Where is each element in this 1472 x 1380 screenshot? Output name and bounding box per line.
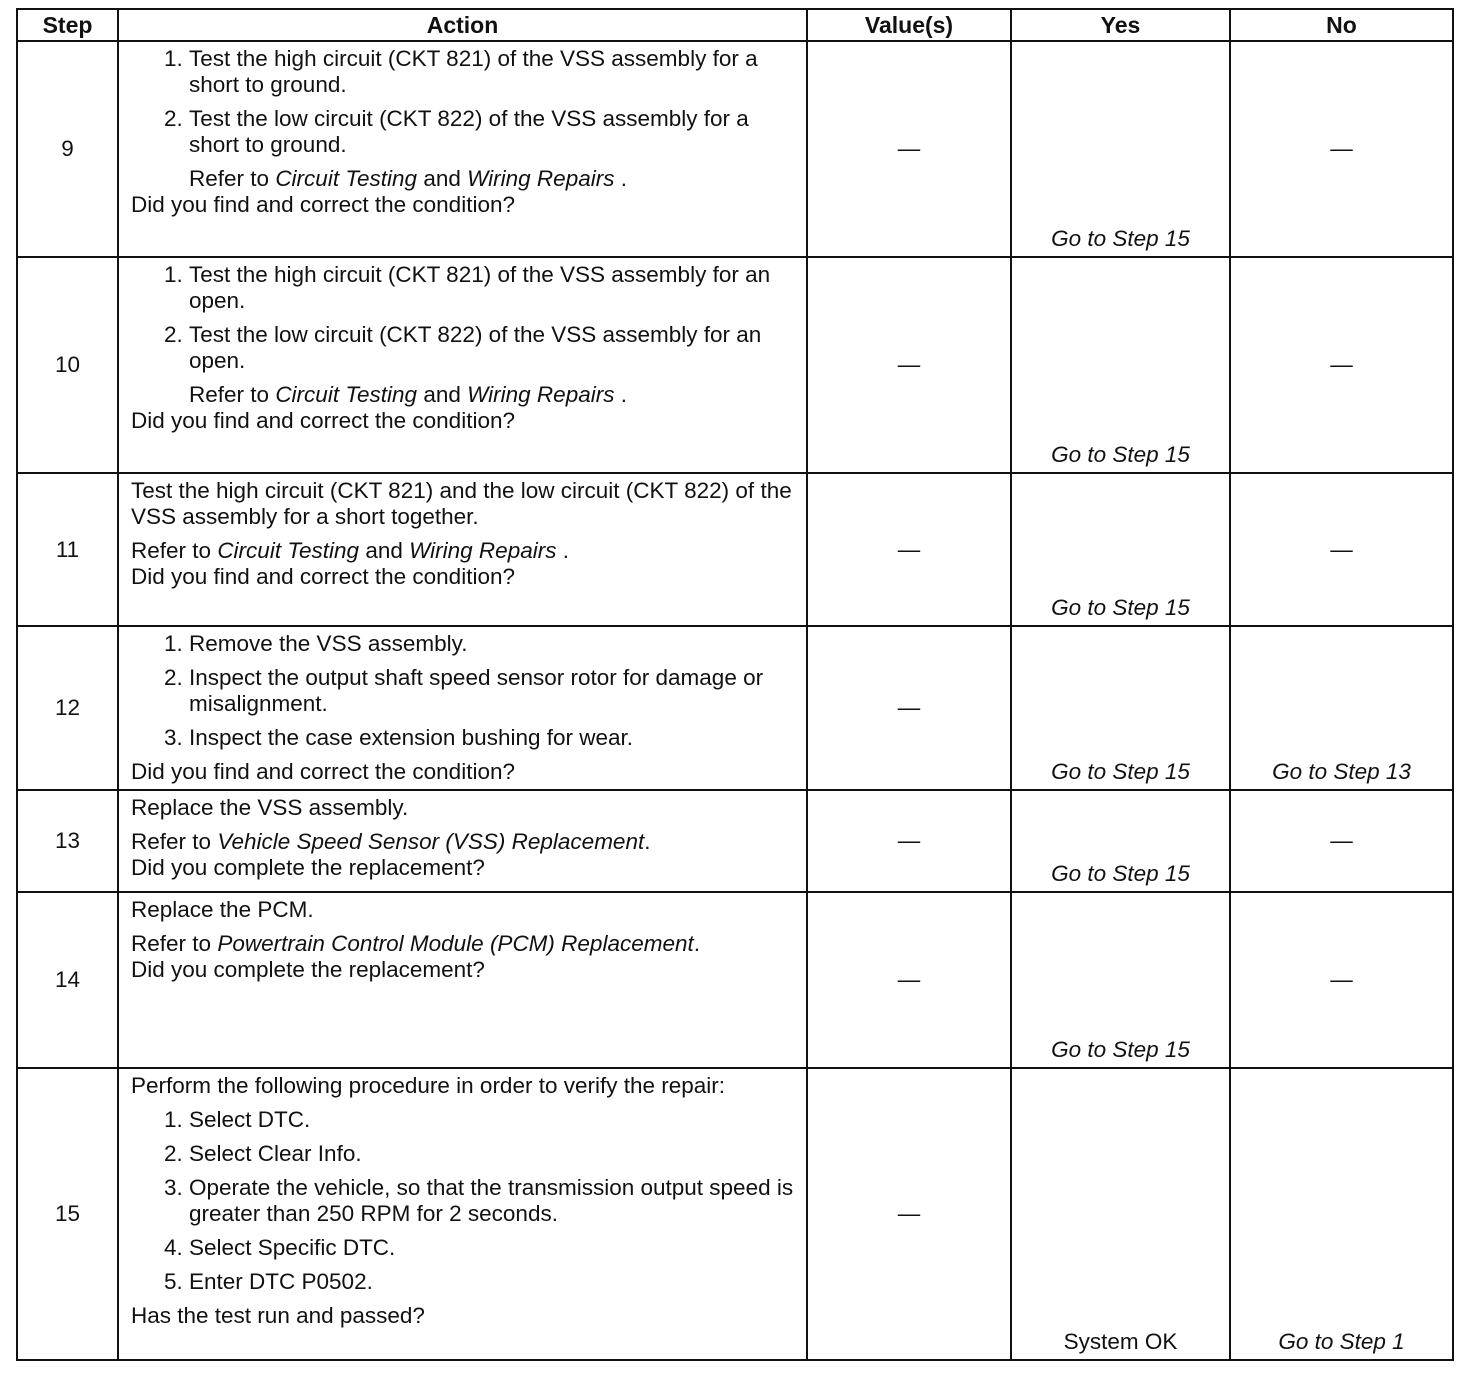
goto-step-link[interactable]: Go to Step 1 xyxy=(1278,1329,1405,1354)
yes-cell xyxy=(1011,1068,1230,1360)
value-cell xyxy=(807,1068,1011,1360)
goto-step-link[interactable]: Go to Step 15 xyxy=(1051,226,1190,251)
system-ok-label[interactable]: System OK xyxy=(1063,1329,1178,1354)
action-question: Has the test run and passed? xyxy=(131,1303,425,1328)
action-question: Did you find and correct the condition? xyxy=(131,408,515,433)
list-item: 3. Inspect the case extension bushing for wear. xyxy=(189,725,796,751)
reference-link-wiring-repairs[interactable]: Wiring Repairs xyxy=(409,538,557,563)
table-row-step-13 xyxy=(17,790,1453,892)
table-row-step-9 xyxy=(17,41,1453,257)
step-number: 15 xyxy=(17,1068,118,1360)
reference-link-circuit-testing[interactable]: Circuit Testing xyxy=(275,382,418,407)
dash: — xyxy=(1330,136,1353,161)
list-item: 4. Select Specific DTC. xyxy=(189,1235,796,1261)
dash: — xyxy=(897,828,921,853)
list-item: 2. Select Clear Info. xyxy=(189,1141,796,1167)
table-row-step-11 xyxy=(17,473,1453,626)
action-cell xyxy=(118,790,807,892)
reference-link-circuit-testing[interactable]: Circuit Testing xyxy=(217,538,360,563)
yes-cell xyxy=(1011,892,1230,1068)
list-item: 2. Inspect the output shaft speed sensor rotor for damage or misalignment. xyxy=(189,665,796,717)
reference-line: Refer to Powertrain Control Module (PCM) Replacement. xyxy=(131,931,701,956)
yes-cell xyxy=(1011,790,1230,892)
action-list xyxy=(131,1107,796,1303)
step-number: 13 xyxy=(17,790,118,892)
step-number: 12 xyxy=(17,626,118,790)
step-number: 11 xyxy=(17,473,118,626)
action-list xyxy=(131,262,796,382)
goto-step-link[interactable]: Go to Step 15 xyxy=(1051,1037,1190,1062)
dash: — xyxy=(1330,536,1353,562)
yes-cell xyxy=(1011,41,1230,257)
goto-step-link[interactable]: Go to Step 15 xyxy=(1051,595,1190,620)
no-cell xyxy=(1230,41,1453,257)
reference-line: Refer to Circuit Testing and Wiring Repairs . xyxy=(131,538,569,563)
no-cell xyxy=(1230,473,1453,626)
action-cell xyxy=(118,41,807,257)
table-row-step-10 xyxy=(17,257,1453,473)
step-number: 9 xyxy=(17,41,118,257)
action-list xyxy=(131,631,796,759)
step-number: 10 xyxy=(17,257,118,473)
no-cell xyxy=(1230,626,1453,790)
action-text: Replace the PCM. xyxy=(131,897,314,922)
value-cell xyxy=(807,257,1011,473)
value-cell xyxy=(807,790,1011,892)
action-text: Test the high circuit (CKT 821) and the low circuit (CKT 822) of the VSS assembly for a short together. xyxy=(131,478,792,529)
dash: — xyxy=(1330,967,1353,992)
reference-line: Refer to Circuit Testing and Wiring Repairs . xyxy=(189,166,627,191)
header-yes: Yes xyxy=(1011,9,1230,41)
no-cell xyxy=(1230,790,1453,892)
yes-cell xyxy=(1011,473,1230,626)
no-cell xyxy=(1230,257,1453,473)
action-question: Did you find and correct the condition? xyxy=(131,759,515,784)
dash: — xyxy=(1330,352,1353,377)
goto-step-link[interactable]: Go to Step 15 xyxy=(1051,442,1190,467)
action-cell xyxy=(118,1068,807,1360)
dash: — xyxy=(897,695,921,720)
list-item: 2. Test the low circuit (CKT 822) of the VSS assembly for an open. xyxy=(189,322,796,374)
goto-step-link[interactable]: Go to Step 13 xyxy=(1272,759,1411,784)
reference-link-wiring-repairs[interactable]: Wiring Repairs xyxy=(467,382,615,407)
dash: — xyxy=(1330,828,1353,853)
action-question: Did you complete the replacement? xyxy=(131,957,485,982)
value-cell xyxy=(807,473,1011,626)
diagnostic-table xyxy=(16,8,1454,1361)
dash: — xyxy=(897,967,921,992)
reference-link-circuit-testing[interactable]: Circuit Testing xyxy=(275,166,418,191)
action-text: Replace the VSS assembly. xyxy=(131,795,409,820)
reference-link-pcm-replacement[interactable]: Powertrain Control Module (PCM) Replacement xyxy=(217,931,694,956)
value-cell xyxy=(807,626,1011,790)
header-values: Value(s) xyxy=(807,9,1011,41)
no-cell xyxy=(1230,892,1453,1068)
dash: — xyxy=(897,536,921,562)
table-row-step-14 xyxy=(17,892,1453,1068)
action-cell xyxy=(118,473,807,626)
reference-line: Refer to Circuit Testing and Wiring Repairs . xyxy=(189,382,627,407)
reference-link-wiring-repairs[interactable]: Wiring Repairs xyxy=(467,166,615,191)
action-cell xyxy=(118,257,807,473)
list-item: 2. Test the low circuit (CKT 822) of the VSS assembly for a short to ground. xyxy=(189,106,796,158)
yes-cell xyxy=(1011,257,1230,473)
header-action: Action xyxy=(118,9,807,41)
dash: — xyxy=(897,136,921,161)
header-step: Step xyxy=(17,9,118,41)
list-item: 1. Remove the VSS assembly. xyxy=(189,631,796,657)
table-header-row xyxy=(17,9,1453,41)
value-cell xyxy=(807,41,1011,257)
dash: — xyxy=(897,1201,921,1226)
list-item: 3. Operate the vehicle, so that the transmission output speed is greater than 250 RPM for 2 seconds. xyxy=(189,1175,796,1227)
list-item: 1. Select DTC. xyxy=(189,1107,796,1133)
no-cell xyxy=(1230,1068,1453,1360)
table-row-step-15 xyxy=(17,1068,1453,1360)
header-no: No xyxy=(1230,9,1453,41)
action-cell xyxy=(118,626,807,790)
action-question: Did you find and correct the condition? xyxy=(131,192,515,217)
list-item: 1. Test the high circuit (CKT 821) of the VSS assembly for an open. xyxy=(189,262,796,314)
goto-step-link[interactable]: Go to Step 15 xyxy=(1051,759,1190,784)
dash: — xyxy=(897,352,921,377)
list-item: 1. Test the high circuit (CKT 821) of the VSS assembly for a short to ground. xyxy=(189,46,796,98)
value-cell xyxy=(807,892,1011,1068)
action-question: Did you find and correct the condition? xyxy=(131,564,515,589)
step-number: 14 xyxy=(17,892,118,1068)
table-row-step-12 xyxy=(17,626,1453,790)
action-cell xyxy=(118,892,807,1068)
reference-line: Refer to Vehicle Speed Sensor (VSS) Replacement. xyxy=(131,829,651,854)
action-question: Did you complete the replacement? xyxy=(131,855,485,880)
yes-cell xyxy=(1011,626,1230,790)
reference-link-vss-replacement[interactable]: Vehicle Speed Sensor (VSS) Replacement xyxy=(217,829,645,854)
goto-step-link[interactable]: Go to Step 15 xyxy=(1051,861,1190,886)
list-item: 5. Enter DTC P0502. xyxy=(189,1269,796,1295)
action-list xyxy=(131,46,796,166)
action-text: Perform the following procedure in order to verify the repair: xyxy=(131,1073,726,1098)
